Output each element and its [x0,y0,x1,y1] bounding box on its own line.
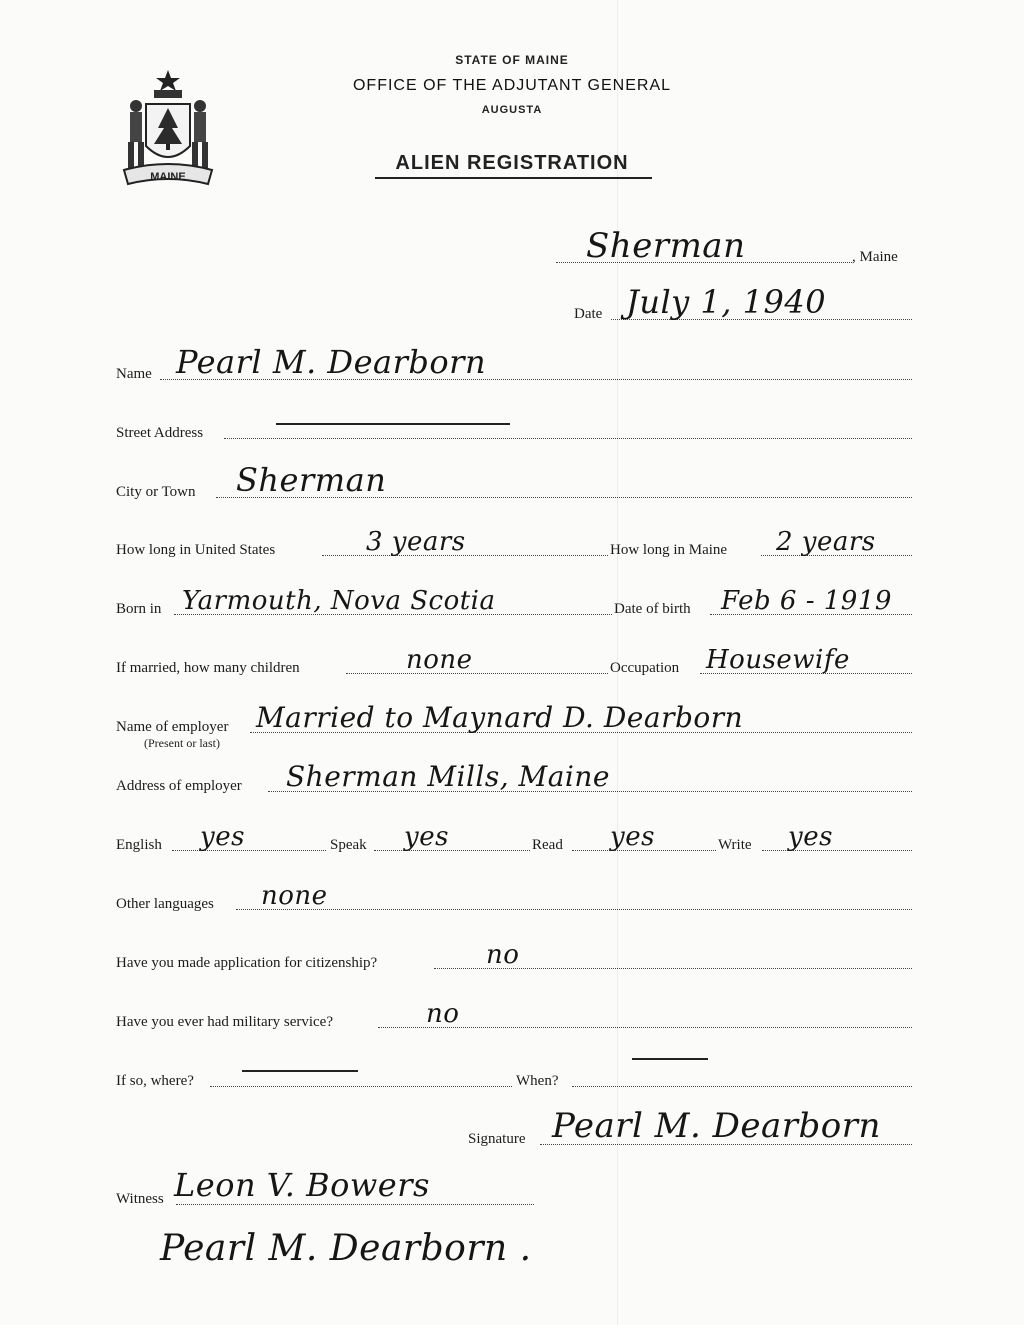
other-languages-row [116,881,912,915]
dob-value: Feb 6 - 1919 [721,586,892,616]
street-dots [224,438,912,439]
employer-value: Married to Maynard D. Dearborn [256,701,744,734]
town-value: Sherman [586,226,746,266]
speak-label: Speak [330,837,367,853]
children-dots [346,673,608,674]
title-underline [375,177,652,179]
english-dots [172,850,326,851]
witness-label: Witness [116,1191,164,1207]
years-us-value: 3 years [366,527,466,557]
where-dots [210,1086,512,1087]
years-maine-value: 2 years [776,527,876,557]
birth-row [116,586,912,620]
witness-value: Leon V. Bowers [174,1166,430,1204]
english-row [116,822,912,856]
seal-banner-text: MAINE [150,171,186,183]
date-label: Date [574,306,603,322]
city-value: Sherman [236,461,387,499]
signature-value: Pearl M. Dearborn [552,1106,881,1146]
form-title: ALIEN REGISTRATION [395,152,629,174]
witness-row [116,1166,912,1210]
where-label: If so, where? [116,1073,194,1089]
citizenship-label: Have you made application for citizenship? [116,955,378,971]
military-label: Have you ever had military service? [116,1014,333,1030]
when-dots [572,1086,912,1087]
other-languages-value: none [261,881,328,911]
speak-value: yes [404,822,449,852]
street-blank-dash [276,423,510,425]
occupation-value: Housewife [706,645,850,675]
born-in-value: Yarmouth, Nova Scotia [182,586,496,616]
where-blank-dash [242,1070,358,1072]
english-label: English [116,837,162,853]
duration-row [116,527,912,561]
city-row [116,461,912,503]
date-value: July 1, 1940 [626,283,827,321]
years-maine-label: How long in Maine [610,542,728,558]
write-label: Write [718,837,752,853]
years-us-label: How long in United States [116,542,276,558]
employer-address-label: Address of employer [116,778,242,794]
town-dots [556,262,852,263]
occupation-label: Occupation [610,660,680,676]
signature-row [116,1106,912,1150]
dob-label: Date of birth [614,601,691,617]
children-row [116,645,912,679]
maine-seal-icon [116,66,220,190]
employer-address-value: Sherman Mills, Maine [286,760,610,793]
citizenship-row [116,940,912,974]
born-in-label: Born in [116,601,162,617]
name-label: Name [116,366,152,382]
military-value: no [426,999,460,1029]
citizenship-value: no [486,940,520,970]
town-suffix-label: , Maine [852,249,898,265]
date-row [116,283,912,325]
employer-row [116,701,912,738]
children-label: If married, how many children [116,660,300,676]
state-heading: STATE OF MAINE [455,53,569,67]
office-heading: OFFICE OF THE ADJUTANT GENERAL [352,77,672,94]
military-row [116,999,912,1033]
employer-sublabel: (Present or last) [144,736,220,750]
write-dots [762,850,912,851]
employer-label: Name of employer [116,719,229,735]
speak-dots [374,850,530,851]
city-heading: AUGUSTA [481,104,543,116]
street-address-label: Street Address [116,425,204,441]
when-blank-dash [632,1058,708,1060]
employer-address-row [116,760,912,797]
name-value: Pearl M. Dearborn [176,343,487,381]
other-languages-dots [236,909,912,910]
bottom-handwritten-signature: Pearl M. Dearborn . [160,1228,532,1269]
write-value: yes [788,822,833,852]
name-row [116,343,912,385]
signature-label: Signature [468,1131,526,1147]
english-value: yes [200,822,245,852]
where-when-row [116,1062,912,1092]
read-value: yes [610,822,655,852]
read-label: Read [532,837,563,853]
city-label: City or Town [116,484,196,500]
witness-dots [176,1204,534,1205]
street-row [116,414,912,444]
other-languages-label: Other languages [116,896,214,912]
when-label: When? [516,1073,559,1089]
children-value: none [406,645,473,675]
town-row [116,226,912,268]
